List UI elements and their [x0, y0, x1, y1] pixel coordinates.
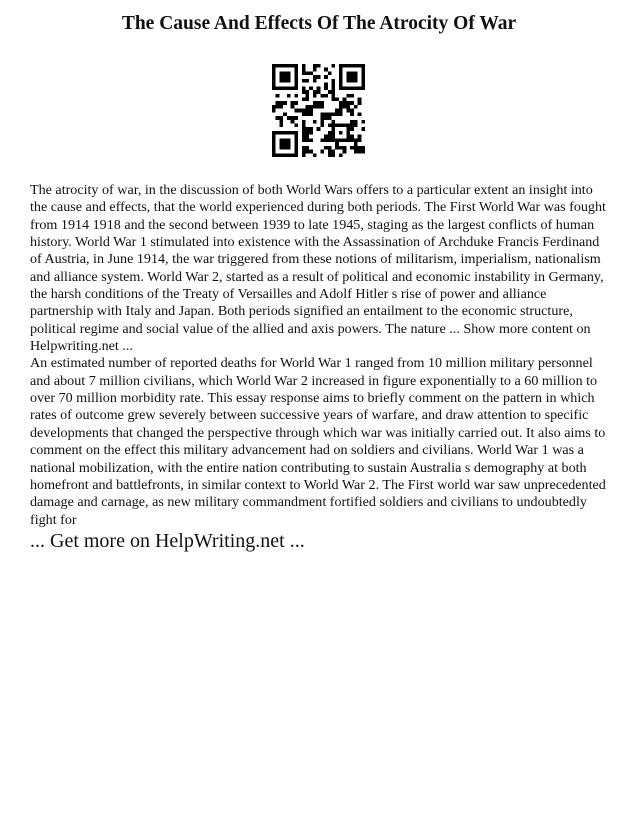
qr-module	[328, 146, 332, 150]
qr-module	[339, 131, 343, 135]
qr-module	[272, 86, 276, 90]
qr-module	[294, 75, 298, 79]
qr-module	[313, 105, 317, 109]
qr-module	[294, 101, 298, 105]
qr-module	[302, 150, 306, 154]
qr-module	[350, 112, 354, 116]
qr-module	[294, 116, 298, 120]
qr-module	[279, 105, 283, 109]
qr-module	[309, 86, 313, 90]
qr-module	[287, 79, 291, 83]
qr-module	[328, 131, 332, 135]
qr-module	[343, 64, 347, 68]
qr-module	[287, 94, 291, 98]
qr-module	[287, 153, 291, 157]
qr-module	[346, 71, 350, 75]
qr-module	[361, 120, 365, 124]
qr-module	[302, 120, 306, 124]
qr-module	[324, 138, 328, 142]
qr-module	[272, 142, 276, 146]
qr-module	[272, 135, 276, 139]
qr-module	[291, 120, 295, 124]
qr-module	[279, 124, 283, 128]
qr-module	[291, 64, 295, 68]
qr-module	[272, 138, 276, 142]
qr-module	[294, 150, 298, 154]
qr-module	[350, 75, 354, 79]
qr-module	[358, 64, 362, 68]
qr-module	[350, 71, 354, 75]
qr-module	[294, 86, 298, 90]
qr-module	[291, 86, 295, 90]
qr-module	[354, 64, 358, 68]
qr-module	[343, 86, 347, 90]
qr-module	[332, 138, 336, 142]
qr-module	[335, 146, 339, 150]
qr-module	[272, 105, 276, 109]
qr-module	[343, 97, 347, 101]
qr-module	[332, 112, 336, 116]
qr-module	[283, 131, 287, 135]
qr-module	[332, 135, 336, 139]
qr-module	[350, 146, 354, 150]
qr-module	[335, 109, 339, 113]
qr-module	[350, 109, 354, 113]
qr-module	[279, 64, 283, 68]
qr-module	[276, 86, 280, 90]
qr-module	[328, 90, 332, 94]
qr-module	[354, 75, 358, 79]
qr-module	[276, 105, 280, 109]
qr-module	[346, 105, 350, 109]
qr-module	[343, 105, 347, 109]
qr-module	[350, 94, 354, 98]
qr-module	[279, 153, 283, 157]
qr-module	[346, 79, 350, 83]
qr-module	[283, 142, 287, 146]
qr-module	[358, 135, 362, 139]
qr-module	[317, 86, 321, 90]
qr-module	[324, 68, 328, 72]
qr-module	[283, 146, 287, 150]
qr-module	[320, 101, 324, 105]
qr-module	[294, 83, 298, 87]
qr-module	[313, 94, 317, 98]
qr-module	[309, 127, 313, 131]
qr-module	[279, 116, 283, 120]
qr-module	[279, 142, 283, 146]
qr-module	[320, 105, 324, 109]
qr-module	[294, 142, 298, 146]
qr-module	[361, 68, 365, 72]
qr-module	[313, 79, 317, 83]
qr-module	[332, 120, 336, 124]
qr-module	[313, 101, 317, 105]
qr-module	[279, 71, 283, 75]
qr-module	[350, 127, 354, 131]
qr-module	[354, 124, 358, 128]
qr-module	[320, 94, 324, 98]
qr-module	[302, 131, 306, 135]
qr-module	[302, 90, 306, 94]
qr-module	[302, 109, 306, 113]
qr-module	[350, 86, 354, 90]
qr-module	[339, 86, 343, 90]
qr-module	[283, 112, 287, 116]
qr-module	[350, 138, 354, 142]
qr-module	[332, 131, 336, 135]
qr-module	[343, 101, 347, 105]
qr-module	[283, 71, 287, 75]
qr-code-graphic	[272, 64, 365, 157]
qr-module	[283, 153, 287, 157]
qr-module	[291, 153, 295, 157]
qr-module	[305, 109, 309, 113]
qr-module	[339, 101, 343, 105]
qr-module	[332, 153, 336, 157]
qr-module	[287, 64, 291, 68]
qr-module	[346, 138, 350, 142]
qr-module	[302, 68, 306, 72]
qr-module	[294, 131, 298, 135]
qr-module	[320, 150, 324, 154]
qr-module	[276, 94, 280, 98]
qr-module	[305, 71, 309, 75]
qr-module	[328, 116, 332, 120]
qr-module	[272, 83, 276, 87]
qr-module	[283, 101, 287, 105]
qr-module	[302, 135, 306, 139]
qr-module	[328, 135, 332, 139]
qr-module	[339, 71, 343, 75]
qr-module	[350, 101, 354, 105]
qr-module	[361, 83, 365, 87]
qr-module	[335, 138, 339, 142]
qr-module	[272, 64, 276, 68]
qr-module	[346, 135, 350, 139]
qr-module	[354, 142, 358, 146]
qr-code-icon	[272, 64, 365, 157]
qr-module	[272, 68, 276, 72]
qr-module	[291, 105, 295, 109]
qr-module	[309, 112, 313, 116]
qr-module	[339, 112, 343, 116]
qr-module	[335, 142, 339, 146]
qr-module	[317, 127, 321, 131]
qr-module	[346, 124, 350, 128]
qr-module	[346, 109, 350, 113]
qr-module	[294, 94, 298, 98]
qr-module	[343, 146, 347, 150]
qr-module	[320, 124, 324, 128]
qr-module	[287, 116, 291, 120]
qr-module	[302, 86, 306, 90]
qr-module	[354, 105, 358, 109]
qr-module	[305, 112, 309, 116]
qr-module	[272, 153, 276, 157]
qr-module	[324, 75, 328, 79]
qr-module	[350, 120, 354, 124]
qr-module	[350, 64, 354, 68]
qr-module	[335, 124, 339, 128]
qr-module	[339, 124, 343, 128]
qr-module	[305, 90, 309, 94]
qr-module	[287, 142, 291, 146]
qr-module	[324, 112, 328, 116]
qr-module	[358, 97, 362, 101]
qr-module	[283, 64, 287, 68]
qr-module	[283, 75, 287, 79]
qr-module	[279, 79, 283, 83]
qr-module	[276, 153, 280, 157]
qr-module	[339, 138, 343, 142]
qr-module	[309, 71, 313, 75]
qr-module	[358, 150, 362, 154]
qr-module	[339, 79, 343, 83]
qr-module	[302, 138, 306, 142]
qr-module	[313, 120, 317, 124]
qr-module	[328, 112, 332, 116]
qr-module	[339, 146, 343, 150]
qr-module	[276, 101, 280, 105]
qr-module	[361, 75, 365, 79]
qr-module	[305, 135, 309, 139]
qr-module	[354, 120, 358, 124]
qr-module	[328, 153, 332, 157]
qr-module	[332, 94, 336, 98]
qr-module	[361, 64, 365, 68]
qr-module	[320, 112, 324, 116]
qr-module	[346, 64, 350, 68]
qr-module	[302, 64, 306, 68]
qr-module	[324, 86, 328, 90]
qr-module	[279, 131, 283, 135]
qr-module	[313, 68, 317, 72]
qr-module	[283, 79, 287, 83]
qr-module	[317, 101, 321, 105]
qr-module	[294, 124, 298, 128]
qr-module	[302, 127, 306, 131]
qr-module	[324, 116, 328, 120]
qr-module	[276, 64, 280, 68]
qr-module	[313, 90, 317, 94]
qr-module	[309, 131, 313, 135]
qr-module	[350, 135, 354, 139]
qr-module	[302, 71, 306, 75]
qr-module	[313, 153, 317, 157]
qr-module	[361, 71, 365, 75]
qr-module	[283, 86, 287, 90]
qr-module	[291, 116, 295, 120]
qr-module	[302, 97, 306, 101]
qr-module	[287, 131, 291, 135]
qr-module	[324, 146, 328, 150]
get-more-link[interactable]: ... Get more on HelpWriting.net ...	[30, 530, 305, 552]
qr-module	[324, 83, 328, 87]
qr-module	[309, 109, 313, 113]
qr-module	[305, 146, 309, 150]
qr-module	[279, 138, 283, 142]
qr-module	[272, 150, 276, 154]
qr-module	[339, 75, 343, 79]
qr-module	[339, 68, 343, 72]
qr-module	[339, 83, 343, 87]
qr-module	[302, 112, 306, 116]
qr-module	[309, 105, 313, 109]
article-body	[30, 182, 610, 529]
qr-module	[313, 75, 317, 79]
qr-module	[332, 83, 336, 87]
qr-module	[346, 86, 350, 90]
qr-module	[302, 153, 306, 157]
qr-module	[294, 153, 298, 157]
qr-module	[339, 105, 343, 109]
qr-module	[272, 131, 276, 135]
qr-module	[287, 146, 291, 150]
qr-module	[354, 146, 358, 150]
qr-module	[305, 131, 309, 135]
qr-module	[332, 127, 336, 131]
qr-module	[294, 71, 298, 75]
qr-module	[354, 138, 358, 142]
qr-module	[343, 124, 347, 128]
qr-module	[279, 75, 283, 79]
qr-module	[305, 79, 309, 83]
qr-module	[302, 79, 306, 83]
qr-module	[332, 79, 336, 83]
qr-module	[346, 131, 350, 135]
qr-module	[358, 146, 362, 150]
qr-module	[350, 124, 354, 128]
qr-module	[287, 75, 291, 79]
qr-module	[332, 90, 336, 94]
qr-module	[328, 124, 332, 128]
paragraph-1: The atrocity of war, in the discussion of both World Wars offers to a particular extent an insight into the cause and effects, that the world experienced during both periods. The First World War was fought from 1914 1918 and the second between 1939 to late 1945, staging as the largest conflicts of human history. World War 1 stimulated into existence with the Assassination of Archduke Francis Ferdinand of Austria, in June 1914, the war triggered from these notions of militarism, imperialism, nationalism and alliance system. World War 2, started as a result of political and economic instability in Germany, the harsh conditions of the Treaty of Versailles and Adolf Hitler s rise of power and alliance partnership with Italy and Japan. Both periods signified an entailment to the economic structure, political regime and social value of the allied and axis powers. The nature ... Show more content on Helpwriting.net ...	[30, 182, 606, 355]
qr-module	[276, 116, 280, 120]
qr-module	[305, 94, 309, 98]
qr-module	[358, 112, 362, 116]
qr-module	[324, 135, 328, 139]
qr-module	[346, 75, 350, 79]
qr-module	[339, 109, 343, 113]
qr-module	[302, 146, 306, 150]
qr-module	[294, 79, 298, 83]
qr-module	[305, 105, 309, 109]
qr-module	[294, 64, 298, 68]
paragraph-2: An estimated number of reported deaths for World War 1 ranged from 10 million military personnel and about 7 million civilians, which World War 2 increased in figure exponentially to a 60 million to over 70 million morbidity rate. This essay response aims to briefly comment on the pattern in which rates of outcome grew severely between successive years of warfare, and draw attention to specific developments that changed the perspective through which war was initially carried out. It also aims to comment on the effect this military advancement had on soldiers and civilians. World War 1 was a national mobilization, with the entire nation contributing to sustain Australia s demography at both homefront and battlefronts, in similar context to World War 2. The First world war saw unprecedented damage and carnage, as new military commandment fortified soldiers and civilians to undoubtedly fight for	[30, 355, 606, 528]
qr-module	[328, 138, 332, 142]
qr-module	[361, 86, 365, 90]
qr-module	[350, 79, 354, 83]
qr-module	[358, 101, 362, 105]
qr-module	[294, 109, 298, 113]
qr-module	[298, 109, 302, 113]
qr-module	[346, 94, 350, 98]
qr-module	[305, 97, 309, 101]
qr-module	[324, 94, 328, 98]
qr-module	[358, 138, 362, 142]
qr-module	[305, 150, 309, 154]
qr-module	[339, 64, 343, 68]
qr-module	[272, 71, 276, 75]
qr-module	[332, 64, 336, 68]
qr-module	[346, 127, 350, 131]
qr-module	[332, 97, 336, 101]
qr-module	[294, 135, 298, 139]
qr-module	[320, 120, 324, 124]
qr-module	[354, 79, 358, 83]
qr-module	[335, 97, 339, 101]
qr-module	[287, 138, 291, 142]
qr-module	[309, 150, 313, 154]
qr-module	[361, 79, 365, 83]
qr-module	[328, 71, 332, 75]
qr-module	[332, 124, 336, 128]
qr-module	[343, 138, 347, 142]
qr-module	[287, 71, 291, 75]
qr-module	[302, 124, 306, 128]
qr-module	[272, 75, 276, 79]
qr-module	[317, 64, 321, 68]
qr-module	[279, 146, 283, 150]
qr-module	[332, 150, 336, 154]
qr-module	[279, 120, 283, 124]
qr-module	[358, 86, 362, 90]
qr-module	[272, 146, 276, 150]
qr-module	[328, 150, 332, 154]
qr-module	[335, 112, 339, 116]
page-title: The Cause And Effects Of The Atrocity Of War	[121, 13, 517, 34]
qr-module	[309, 138, 313, 142]
qr-module	[332, 86, 336, 90]
qr-module	[283, 138, 287, 142]
qr-module	[279, 86, 283, 90]
qr-module	[320, 138, 324, 142]
qr-module	[276, 131, 280, 135]
qr-module	[294, 138, 298, 142]
qr-module	[339, 153, 343, 157]
qr-module	[294, 146, 298, 150]
qr-module	[287, 86, 291, 90]
qr-module	[361, 127, 365, 131]
qr-module	[305, 138, 309, 142]
qr-module	[291, 131, 295, 135]
qr-module	[354, 150, 358, 154]
qr-module	[291, 101, 295, 105]
qr-module	[361, 146, 365, 150]
qr-module	[354, 71, 358, 75]
qr-module	[294, 68, 298, 72]
qr-module	[320, 116, 324, 120]
qr-module	[346, 101, 350, 105]
qr-module	[272, 79, 276, 83]
qr-module	[317, 75, 321, 79]
qr-module	[361, 150, 365, 154]
qr-module	[272, 109, 276, 113]
qr-module	[343, 150, 347, 154]
qr-module	[317, 90, 321, 94]
qr-module	[354, 86, 358, 90]
qr-module	[305, 127, 309, 131]
qr-module	[317, 105, 321, 109]
qr-module	[313, 64, 317, 68]
qr-module	[279, 101, 283, 105]
